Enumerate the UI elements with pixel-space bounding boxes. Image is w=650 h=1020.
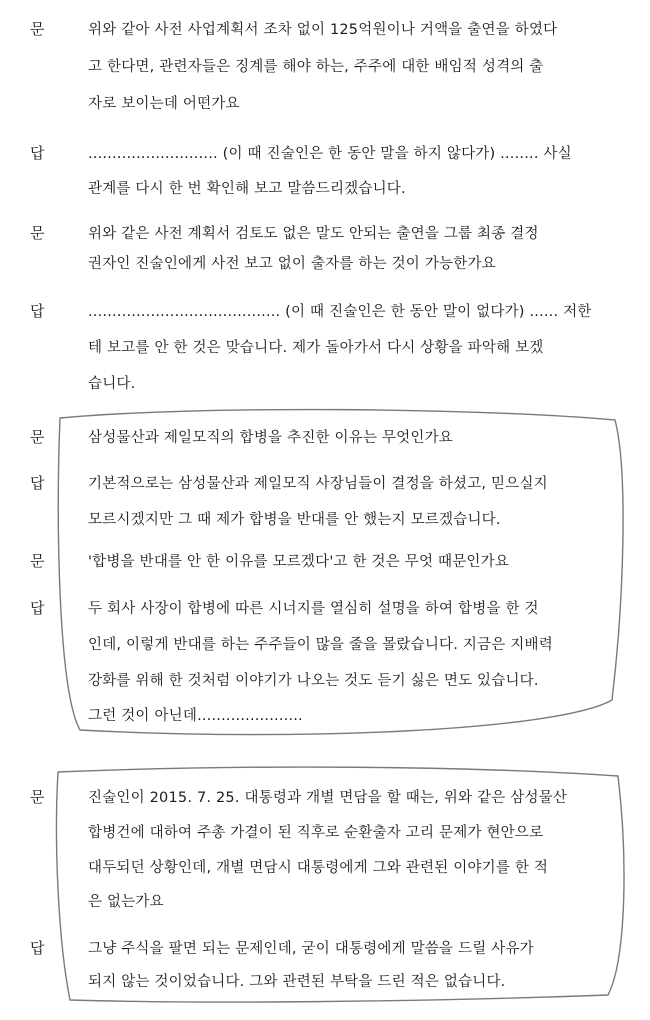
text-line: 위와 같아 사전 사업계획서 조차 없이 125억원이나 거액을 출연을 하였다 (88, 22, 558, 38)
text-line: 습니다. (88, 376, 136, 392)
text-line: ........................... (이 때 진술인은 한 동안 말을 하지 않다가) ........ 사실 (88, 146, 572, 162)
text-line: 테 보고를 안 한 것은 맞습니다. 제가 돌아가서 다시 상황을 파악해 보겠 (88, 340, 544, 356)
answer-marker: 답 (30, 939, 45, 957)
text-line: 모르시겠지만 그 때 제가 합병을 반대를 안 했는지 모르겠습니다. (88, 512, 501, 528)
text-line: 강화를 위해 한 것처럼 이야기가 나오는 것도 듣기 싫은 면도 있습니다. (88, 673, 539, 689)
text-line: 권자인 진술인에게 사전 보고 없이 출자를 하는 것이 가능한가요 (88, 256, 496, 272)
question-marker: 문 (30, 224, 45, 242)
text-line: 기본적으로는 삼성물산과 제일모직 사장님들이 결정을 하셨고, 믿으실지 (88, 476, 548, 492)
text-line: 고 한다면, 관련자들은 징계를 해야 하는, 주주에 대한 배임적 성격의 출 (88, 59, 544, 75)
question-marker: 문 (30, 788, 45, 806)
text-line: 합병건에 대하여 주총 가결이 된 직후로 순환출자 고리 문제가 현안으로 (88, 825, 544, 841)
text-line: 삼성물산과 제일모직의 합병을 추진한 이유는 무엇인가요 (88, 430, 454, 446)
text-line: ........................................ (이 때 진술인은 한 동안 말이 없다가) ...... 저한 (88, 304, 592, 320)
question-marker: 문 (30, 552, 45, 570)
answer-marker: 답 (30, 302, 45, 320)
answer-marker: 답 (30, 474, 45, 492)
text-line: 진술인이 2015. 7. 25. 대통령과 개별 면담을 할 때는, 위와 같은 삼성물산 (88, 790, 568, 806)
text-line: 위와 같은 사전 계획서 검토도 없은 말도 안되는 출연을 그룹 최종 결정 (88, 226, 539, 242)
answer-marker: 답 (30, 144, 45, 162)
text-line: 그런 것이 아닌데...................... (88, 708, 303, 724)
text-line: 두 회사 사장이 합병에 따른 시너지를 열심히 설명을 하여 합병을 한 것 (88, 601, 539, 617)
text-line: 인데, 이렇게 반대를 하는 주주들이 많을 줄을 몰랐습니다. 지금은 지배력 (88, 637, 553, 653)
text-line: 은 없는가요 (88, 894, 164, 910)
text-line: 관계를 다시 한 번 확인해 보고 말씀드리겠습니다. (88, 181, 406, 197)
text-line: 자로 보이는데 어떤가요 (88, 96, 240, 112)
text-line: 그냥 주식을 팔면 되는 문제인데, 굳이 대통령에게 말씀을 드릴 사유가 (88, 941, 534, 957)
answer-marker: 답 (30, 599, 45, 617)
question-marker: 문 (30, 428, 45, 446)
text-line: 대두되던 상황인데, 개별 면담시 대통령에게 그와 관련된 이야기를 한 적 (88, 860, 549, 876)
question-marker: 문 (30, 20, 45, 38)
text-line: '합병을 반대를 안 한 이유를 모르겠다'고 한 것은 무엇 때문인가요 (88, 554, 510, 570)
text-line: 되지 않는 것이었습니다. 그와 관련된 부탁을 드린 적은 없습니다. (88, 974, 506, 990)
